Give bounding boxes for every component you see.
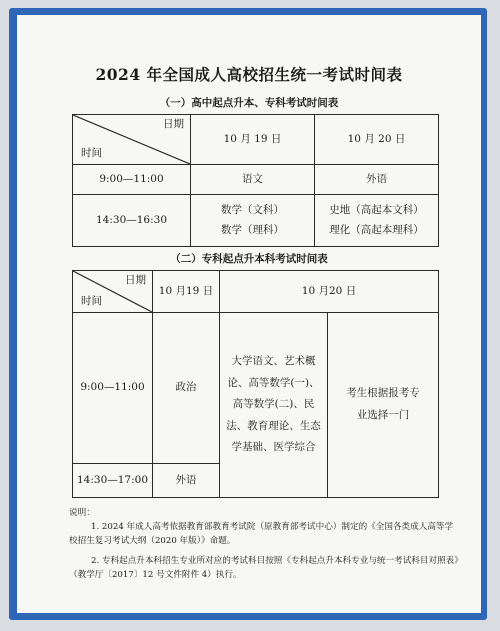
document-page: [17, 15, 481, 613]
subject-line: 考生根据报考专: [346, 387, 420, 400]
header-day2: 10 月 20 日: [315, 115, 439, 165]
subject-line: 论、高等数学(一)、: [227, 376, 320, 389]
table-row: [73, 115, 439, 165]
subject-line: 业选择一门: [356, 409, 410, 421]
time-cell: 9:00—11:00: [73, 165, 191, 195]
notes-label: 说明：: [69, 508, 95, 518]
header-day2: 10 月20 日: [220, 271, 439, 313]
header-day1: 10 月19 日: [153, 271, 220, 313]
diagonal-header-cell: [73, 271, 153, 313]
subject-cell: [191, 195, 315, 247]
header-date-label: 日期: [125, 274, 146, 286]
subject-list-cell: [220, 313, 328, 498]
section2-heading: （二）专科起点升本科考试时间表: [170, 253, 328, 265]
header-time-label: 时间: [81, 295, 102, 308]
subject-line: 法、教育理论、生态: [226, 419, 321, 432]
table-row: [73, 165, 439, 195]
section2-table: [72, 270, 439, 498]
subject-cell: 外语: [315, 165, 439, 195]
subject-line: 史地（高起本文科）: [329, 203, 424, 216]
time-cell: 9:00—11:00: [73, 313, 153, 464]
subject-line: 理化（高起本理科）: [329, 223, 424, 236]
diagonal-header-cell: [73, 115, 191, 165]
page-title: 2024 年全国成人高校招生统一考试时间表: [95, 65, 403, 84]
header-day1: 10 月 19 日: [191, 115, 315, 165]
subject-cell: 政治: [153, 313, 220, 464]
subject-cell: 外语: [153, 464, 220, 498]
header-time-label: 时间: [81, 147, 102, 160]
time-cell: 14:30—16:30: [73, 195, 191, 247]
subject-cell: [315, 195, 439, 247]
subject-note-cell: [328, 313, 439, 498]
subject-line: 学基础、医学综合: [231, 441, 316, 454]
subject-line: 数学（文科）: [221, 203, 284, 216]
table-row: [73, 271, 439, 313]
subject-line: 数学（理科）: [221, 223, 284, 236]
time-cell: 14:30—17:00: [73, 464, 153, 498]
subject-line: 大学语文、艺术概: [231, 355, 316, 368]
table-row: [73, 313, 439, 464]
header-date-label: 日期: [163, 118, 184, 130]
section1-table: [72, 114, 439, 247]
notes-section: [69, 506, 459, 582]
subject-cell: 语文: [191, 165, 315, 195]
subject-line: 高等数学(二)、民: [232, 398, 315, 411]
table-row: [73, 195, 439, 247]
section1-heading: （一）高中起点升本、专科考试时间表: [159, 97, 339, 109]
note-item: 2. 专科起点升本科招生专业所对应的考试科目按照《专科起点升本科专业与统一考试科目对照表》（教学厅〔2017〕12 号文件附件 4）执行。: [69, 555, 459, 580]
note-item: 1. 2024 年成人高考依据教育部教育考试院（原教育部考试中心）制定的《全国各类成人高等学校招生复习考试大纲（2020 年版）》命题。: [69, 522, 454, 547]
